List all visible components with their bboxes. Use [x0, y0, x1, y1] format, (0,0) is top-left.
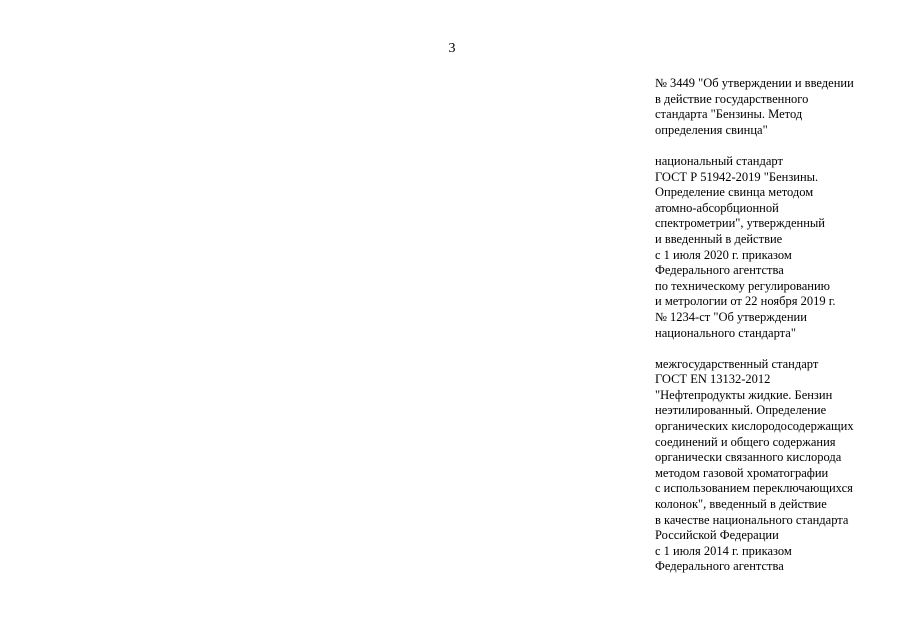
text-line: в действие государственного: [655, 91, 809, 106]
text-line: № 1234-ст "Об утверждении: [655, 309, 807, 324]
text-block-interstate-standard: [655, 357, 895, 575]
text-line: спектрометрии", утвержденный: [655, 216, 825, 231]
text-block-national-standard: [655, 154, 895, 341]
text-line: определения свинца": [655, 122, 768, 137]
document-text-column: [655, 76, 895, 575]
text-line: с 1 июля 2014 г. приказом: [655, 543, 792, 558]
text-line: и метрологии от 22 ноября 2019 г.: [655, 294, 836, 309]
text-line: с использованием переключающихся: [655, 481, 853, 496]
text-line: органически связанного кислорода: [655, 450, 842, 465]
text-line: № 3449 "Об утверждении и введении: [655, 76, 854, 90]
text-line: Федерального агентства: [655, 263, 784, 278]
text-line: атомно-абсорбционной: [655, 200, 779, 215]
text-line: в качестве национального стандарта: [655, 512, 849, 527]
text-line: "Нефтепродукты жидкие. Бензин: [655, 387, 833, 402]
text-line: и введенный в действие: [655, 231, 783, 246]
text-line: по техническому регулированию: [655, 278, 831, 293]
text-line: стандарта "Бензины. Метод: [655, 107, 803, 122]
page-number: 3: [448, 41, 456, 56]
text-line: Российской Федерации: [655, 528, 779, 543]
text-line: ГОСТ EN 13132-2012: [655, 372, 771, 387]
text-line: соединений и общего содержания: [655, 434, 836, 449]
text-line: Федерального агентства: [655, 559, 784, 574]
text-line: органических кислородосодержащих: [655, 419, 854, 434]
text-line: Определение свинца методом: [655, 185, 814, 200]
text-line: межгосударственный стандарт: [655, 356, 819, 371]
text-line: методом газовой хроматографии: [655, 465, 829, 480]
text-block-order-reference: [655, 76, 895, 138]
text-line: национального стандарта": [655, 325, 796, 340]
text-line: неэтилированный. Определение: [655, 403, 827, 418]
text-line: колонок", введенный в действие: [655, 497, 827, 512]
text-line: ГОСТ Р 51942-2019 "Бензины.: [655, 169, 819, 184]
text-line: национальный стандарт: [655, 153, 783, 168]
text-line: с 1 июля 2020 г. приказом: [655, 247, 792, 262]
